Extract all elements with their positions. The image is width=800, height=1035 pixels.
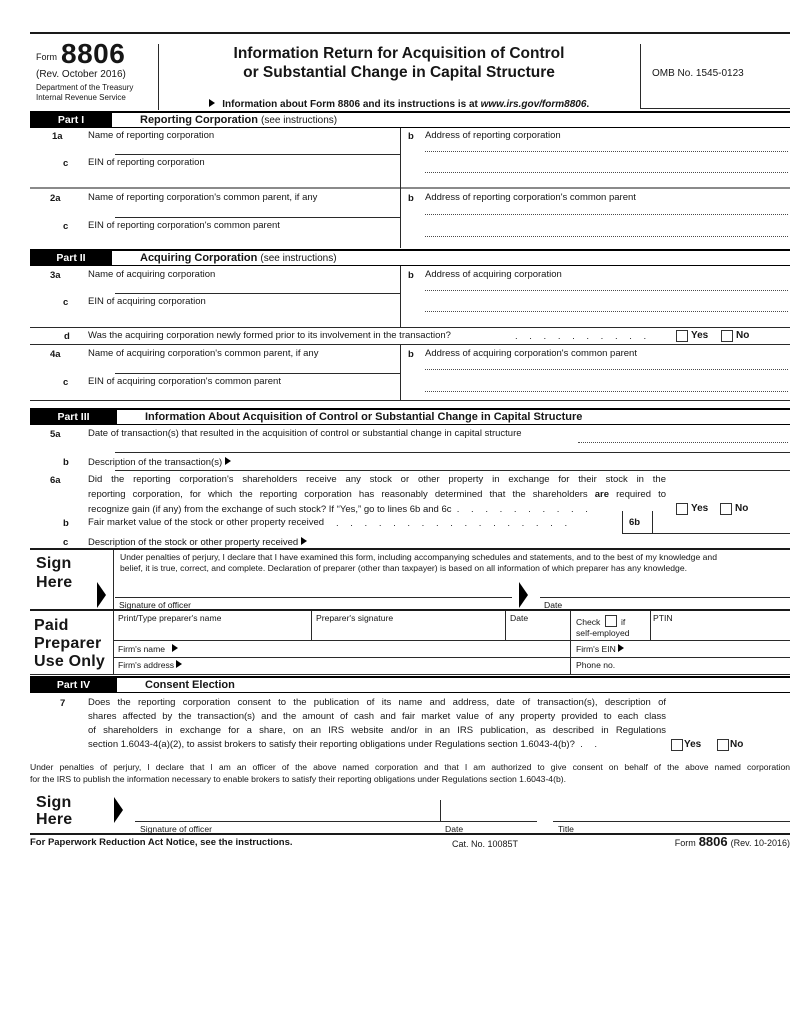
field-4a-name-line[interactable] [115,373,400,374]
info-text: Information about Form 8806 and its instructions is at [222,99,481,110]
form-revision: (Rev. October 2016) [36,69,126,81]
field-3b-address-line1[interactable] [425,290,788,291]
6a-yes-label: Yes [691,503,709,514]
part4-bar [30,676,790,693]
firms-ein-text: Firm's EIN [576,644,616,654]
part4-label: Part IV [30,678,117,692]
field-5b-description-line[interactable] [115,470,790,471]
q7-yes-checkbox[interactable] [671,739,683,751]
part2-label: Part II [30,251,112,265]
line-d-num: d [64,331,70,342]
sign2-signature-line[interactable] [135,821,537,822]
line-4b-num: b [408,349,414,360]
preparer-signature-header: Preparer's signature [316,613,394,623]
field-4b-address-line2[interactable] [425,391,788,392]
dept-line2: Internal Revenue Service [36,92,126,102]
preparer-cell-rule4 [650,611,651,640]
preparer-ptin-header: PTIN [653,613,673,623]
preparer-row2-rule [113,657,790,658]
sign1-jurat-line1: Under penalties of perjury, I declare that I have examined this form, including accompanying schedules and statements, and to the best of my knowledge and [120,552,717,562]
sign1-word-sign: Sign [36,555,72,572]
q7-line3: of shareholders in exchange for a share, on an IRS website and/or in an IRS publication, as described in Regulations [88,725,666,736]
part2-bar [30,249,790,266]
part2-note: (see instructions) [260,253,337,264]
preparer-word3: Use Only [34,653,105,670]
line-6b-label: Fair market value of the stock or other property received [88,517,325,528]
info-line [160,94,638,112]
row-d-top-rule [30,327,790,328]
q7-no-checkbox[interactable] [717,739,729,751]
form-number: 8806 [61,38,126,69]
preparer-cell-rule2 [505,611,506,640]
form-title [160,44,638,83]
q7-no-label: No [730,739,744,750]
firms-address-label [118,660,182,671]
field-3a-name-line[interactable] [115,293,400,294]
preparer-cell-rule1 [311,611,312,640]
line-5a-num: 5a [50,429,61,440]
sign1-date-label: Date [544,600,563,610]
line-d-leaders: . . . . . . . . . . [515,331,648,342]
field-3b-address-line2[interactable] [425,311,788,312]
line-4c-num: c [63,377,69,388]
line-6a-text2-post: required to [609,489,666,500]
q7-num: 7 [60,698,66,709]
info-url: www.irs.gov/form8806 [480,99,587,110]
d-no-checkbox[interactable] [721,330,733,342]
self-employed-checkbox[interactable] [605,615,617,627]
info-period: . [586,99,590,110]
field-2b-address-line2[interactable] [425,236,788,237]
sign2-word-here: Here [36,811,73,828]
line-6a-text3 [88,505,589,516]
preparer-word2: Preparer [34,635,102,652]
line-2b-label: Address of reporting corporation's common parent [425,192,636,203]
header-divider-right [640,44,641,108]
6b-box-left-rule [622,511,623,533]
6b-box-right-rule [652,511,653,533]
line-1b-num: b [408,131,414,142]
pointer-icon [618,644,624,652]
preparer-check-pre: Check [576,617,601,627]
d-no-label: No [736,330,750,341]
omb-number: OMB No. 1545-0123 [652,68,744,79]
preparer-word1: Paid [34,617,69,634]
field-1b-address-line2[interactable] [425,172,788,173]
field-1b-address-line1[interactable] [425,151,788,152]
sign2-word-sign: Sign [36,794,72,811]
line-d-label: Was the acquiring corporation newly formed prior to its involvement in the transaction? [88,330,451,341]
part2-column-divider-bottom [400,345,401,400]
preparer-cell-rule3 [570,611,571,674]
part1-heading: Reporting Corporation [140,114,258,126]
dept-line1: Department of the Treasury [36,83,134,93]
paperwork-notice: For Paperwork Reduction Act Notice, see the instructions. [30,837,293,848]
pointer-icon [209,99,215,107]
line-6a-text2-pre: reporting corporation, for which the reporting corporation has reasonably determined that the shareholders [88,489,595,500]
catalog-number: Cat. No. 10085T [452,839,519,849]
footer-form-number: 8806 [698,834,728,849]
signature-arrow-icon [114,797,123,823]
line-2c-num: c [63,221,69,232]
d-yes-checkbox[interactable] [676,330,688,342]
line-4a-num: 4a [50,349,61,360]
6a-yes-checkbox[interactable] [676,503,688,515]
date-arrow-icon [519,582,528,608]
line-3a-label: Name of acquiring corporation [88,269,216,280]
line-3c-num: c [63,297,69,308]
top-rule [30,32,790,34]
sign1-date-line[interactable] [540,597,790,598]
consent-line1: Under penalties of perjury, I declare that I am an officer of the above named corporation and that I am authorized to give consent on behalf of the above named corporation [30,762,790,772]
line-6a-num: 6a [50,475,61,486]
line-2a-label: Name of reporting corporation's common parent, if any [88,192,318,203]
q7-line4 [88,740,598,751]
preparer-row1-rule [113,640,790,641]
part1-bar [30,111,790,128]
q7-line2: shares affected by the transaction(s) and the amount of cash and fair market value of any property provided to each class [88,711,666,722]
line-4a-label: Name of acquiring corporation's common parent, if any [88,348,319,359]
line-4b-label: Address of acquiring corporation's common parent [425,348,637,359]
line-2c-label: EIN of reporting corporation's common parent [88,220,280,231]
line-6a-text2 [88,490,666,501]
sign1-divider [113,550,114,609]
line-5b-num: b [63,457,69,468]
preparer-bottom-rule [30,674,790,675]
pointer-icon [172,644,178,652]
line-1a-num: 1a [52,131,63,142]
form-number-block [36,38,156,102]
field-2b-address-line1[interactable] [425,214,788,215]
line-5b-label: Description of the transaction(s) [88,457,223,468]
firms-name-text: Firm's name [118,644,166,654]
part4-heading: Consent Election [145,679,235,691]
field-1a-name-line[interactable] [115,154,400,155]
signature-arrow-icon [97,582,106,608]
line-6b-leaders: . . . . . . . . . . . . . . . . . [336,518,569,529]
sign1-jurat-line2: belief, it is true, correct, and complete. Declaration of preparer (other than taxpayer) is based on all information of which preparer has any knowledge. [120,563,688,573]
line-6c-label: Description of the stock or other property received [88,537,299,548]
q7-yes-label: Yes [684,739,702,750]
line-4c-label: EIN of acquiring corporation's common parent [88,376,281,387]
consent-line2: for the IRS to publish the information necessary to enable brokers to satisfy their reporting obligations under Regulations section 1.6043-4(b). [30,774,566,784]
firms-ein-label [576,644,624,655]
line-6b-num: b [63,518,69,529]
6b-box-label: 6b [629,517,641,528]
phone-label: Phone no. [576,660,616,670]
line-1c-num: c [63,158,69,169]
part1-row-divider [30,187,790,189]
title-line2: or Substantial Change in Capital Structure [243,64,555,82]
6a-no-label: No [735,503,749,514]
sign2-signature-label: Signature of officer [140,824,212,834]
line-2a-num: 2a [50,193,61,204]
line-5a-label: Date of transaction(s) that resulted in the acquisition of control or substantial change in capital structure [88,428,522,439]
footer-form-id [620,834,790,849]
header-divider-left [158,44,159,110]
preparer-date-header: Date [510,613,529,623]
part3-heading: Information About Acquisition of Control or Substantial Change in Capital Structure [145,411,583,423]
part1-note: (see instructions) [261,115,338,126]
pointer-icon [301,537,307,545]
q7-line1: Does the reporting corporation consent to the publication of its name and address, date of transaction(s), description of [88,697,666,708]
title-line1: Information Return for Acquisition of Control [233,45,565,62]
line-2b-num: b [408,193,414,204]
firms-address-text: Firm's address [118,660,175,670]
preparer-divider [113,611,114,674]
sign2-date-label: Date [445,824,464,834]
sign1-signature-line[interactable] [115,597,512,598]
line-6a-text1: Did the reporting corporation's shareholders receive any stock or other property in exchange for their stock in the [88,474,666,485]
part2-bottom-rule [30,400,790,401]
field-5a-date-line[interactable] [578,442,788,443]
sign2-title-label: Title [558,824,574,834]
part2-column-divider-top [400,266,401,327]
part3-bottom-rule [30,548,790,550]
line-6c-num: c [63,537,69,548]
pointer-icon [176,660,182,668]
q7-leaders: . . [580,739,599,750]
field-4b-address-line1[interactable] [425,369,788,370]
sign2-date-tick [440,800,441,821]
part3-bar [30,408,790,425]
field-5a-extra-line[interactable] [115,452,790,453]
form-word: Form [36,52,57,63]
sign1-bottom-rule [30,609,790,611]
line-1c-label: EIN of reporting corporation [88,157,205,168]
line-6a-text3-main: recognize gain (if any) from the exchange of such stock? If “Yes,” go to lines 6b and 6c [88,504,452,515]
preparer-check-line2: self-employed [576,628,630,638]
field-6b-amount-line[interactable] [622,533,790,534]
line-1b-label: Address of reporting corporation [425,130,561,141]
6a-no-checkbox[interactable] [720,503,732,515]
line-6a-text2-bold: are [594,489,610,500]
preparer-name-header: Print/Type preparer's name [118,613,222,623]
part3-label: Part III [30,410,117,424]
q7-line4-main: section 1.6043-4(a)(2), to assist brokers to satisfy their reporting obligations under Regulations section 1.6043-4(b)? [88,739,575,750]
footer-revision: (Rev. 10-2016) [730,838,790,848]
sign1-word-here: Here [36,574,73,591]
sign2-title-line[interactable] [553,821,790,822]
line-6a-leaders: . . . . . . . . . . [456,504,589,515]
d-yes-label: Yes [691,330,709,341]
line-3c-label: EIN of acquiring corporation [88,296,206,307]
sign1-signature-label: Signature of officer [119,600,191,610]
line-3b-num: b [408,270,414,281]
pointer-icon [225,457,231,465]
firms-name-label [118,644,178,655]
preparer-check-mid: if [621,617,626,627]
line-3a-num: 3a [50,270,61,281]
part1-label: Part I [30,113,112,127]
footer-form-word: Form [674,838,696,848]
field-2a-name-line[interactable] [115,217,400,218]
part2-heading: Acquiring Corporation [140,252,258,264]
header-right-rule [640,108,790,109]
part1-column-divider [400,128,401,248]
row-d-bottom-rule [30,344,790,345]
line-1a-label: Name of reporting corporation [88,130,215,141]
line-3b-label: Address of acquiring corporation [425,269,562,280]
